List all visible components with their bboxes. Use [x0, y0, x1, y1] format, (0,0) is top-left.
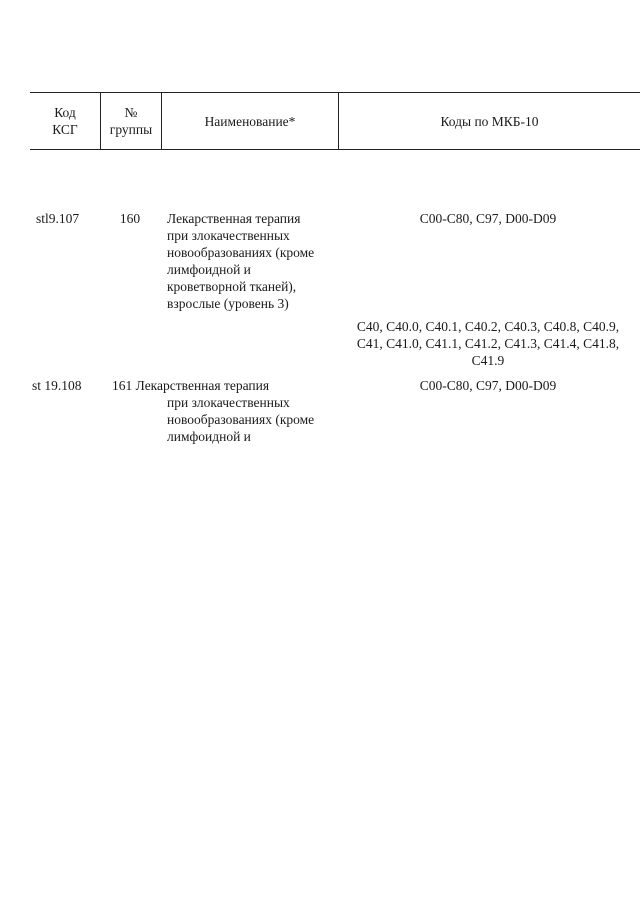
header-code-line1: Код — [54, 105, 76, 120]
row-name: Лекарственная терапия при злокачественных новообразованиях (кроме лимфоидной и кроветворной тканей), взрослые (уровень 3) — [167, 211, 315, 311]
row-mkb-codes: C00-C80, C97, D00-D09 — [419, 211, 557, 226]
table-header-bottom-rule — [30, 149, 640, 150]
row-code: stl9.107 — [36, 211, 80, 226]
header-code-line2: КСГ — [52, 122, 78, 137]
row-mkb-codes: C00-C80, C97, D00-D09 — [419, 378, 557, 393]
row-number-and-name: 161 Лекарственная терапия — [112, 378, 270, 393]
header-mkb-codes: Коды по МКБ-10 — [440, 113, 539, 129]
row-mkb-codes-extra: C40, C40.0, C40.1, C40.2, C40.3, C40.8, C40.9, C41, C41.0, C41.1, C41.2, C41.3, C41.4, C41.8, C41.9 — [356, 319, 620, 368]
row-code: st 19.108 — [32, 378, 82, 393]
header-code-ksg — [30, 93, 100, 149]
header-num-line1: № — [124, 105, 138, 120]
row-name-continued: при злокачественных новообразованиях (кроме лимфоидной и — [167, 395, 315, 444]
header-name: Наименование* — [204, 113, 296, 129]
header-group-number — [101, 93, 161, 149]
row-group-number: 160 — [119, 211, 141, 226]
header-num-line2: группы — [109, 122, 153, 137]
